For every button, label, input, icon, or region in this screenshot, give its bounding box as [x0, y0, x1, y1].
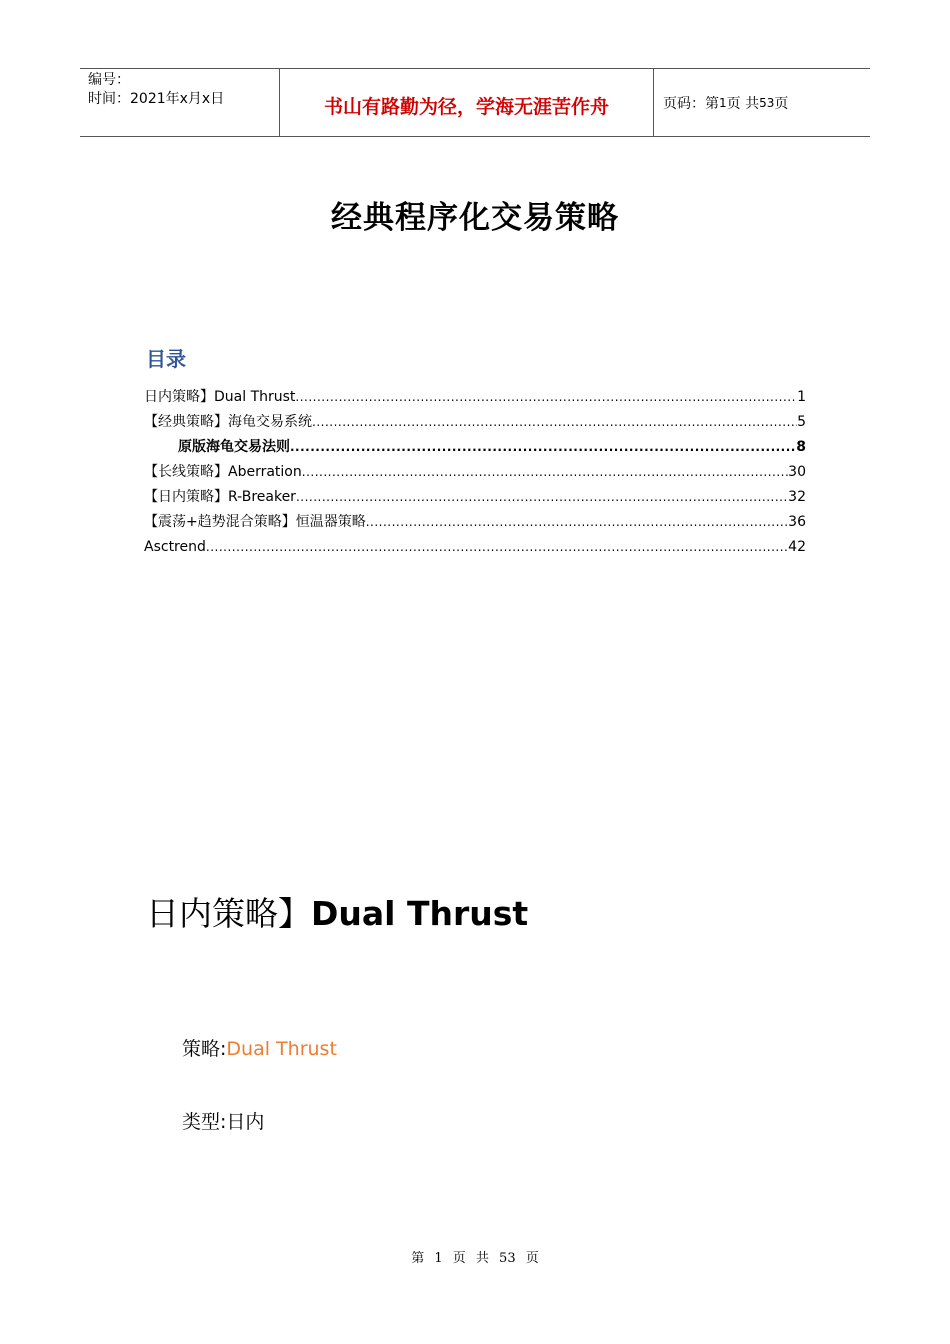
toc-entry-page: 1: [797, 389, 806, 405]
toc-entry-title: 【日内策略】R-Breaker: [144, 489, 296, 505]
toc-leader: [290, 435, 796, 460]
toc-entry-title: 【震荡+趋势混合策略】恒温器策略: [144, 514, 366, 530]
toc-leader: [302, 460, 788, 485]
toc-entry[interactable]: [144, 485, 806, 510]
strategy-value: Dual Thrust: [226, 1038, 337, 1060]
toc-entry-title: 【经典策略】海龟交易系统: [144, 414, 312, 430]
header-meta-cell: [80, 69, 280, 136]
toc-entry[interactable]: [144, 410, 806, 435]
toc-entry-page: 5: [797, 414, 806, 430]
section-heading-cn: 日内策略】: [146, 894, 311, 933]
toc-entry-page: 30: [788, 464, 806, 480]
page-number: 1: [719, 95, 727, 110]
page-header-table: [80, 68, 870, 137]
toc-entry-title: 日内策略】Dual Thrust: [144, 389, 296, 405]
toc-entry[interactable]: [144, 510, 806, 535]
time-label: 时间：2021年x月x日: [88, 91, 225, 107]
toc-entry-page: 42: [788, 539, 806, 555]
type-line: 类型:日内: [182, 1111, 265, 1133]
toc-entry-page: 36: [788, 514, 806, 530]
toc-entry-title: 【长线策略】Aberration: [144, 464, 302, 480]
page-end-label: 页: [774, 95, 789, 112]
page-total: 53: [759, 95, 775, 110]
page-label: 页码：第: [663, 95, 719, 112]
toc-entry[interactable]: [144, 460, 806, 485]
header-page-cell: [654, 69, 870, 136]
toc-leader: [296, 485, 788, 510]
toc-subentry[interactable]: [144, 435, 806, 460]
toc-entry-page: 8: [796, 439, 806, 455]
toc-heading: 目录: [146, 347, 186, 371]
toc-entry-title: Asctrend: [144, 539, 206, 555]
document-title: 经典程序化交易策略: [331, 200, 619, 236]
section-heading: [146, 888, 528, 935]
header-motto: 书山有路勤为径，学海无涯苦作舟: [280, 69, 654, 136]
strategy-line: [182, 1034, 337, 1061]
section-heading-en: Dual Thrust: [311, 894, 529, 933]
toc-leader: [312, 410, 797, 435]
toc-entry[interactable]: [144, 385, 806, 410]
toc-leader: [295, 385, 797, 410]
toc-leader: [366, 510, 788, 535]
toc-leader: [206, 535, 788, 560]
toc-entry[interactable]: [144, 535, 806, 560]
table-of-contents: [144, 385, 806, 560]
toc-entry-page: 32: [788, 489, 806, 505]
toc-entry-title: 原版海龟交易法则: [178, 439, 290, 455]
strategy-label: 策略:: [182, 1038, 227, 1060]
page-footer: 第 1 页 共 53 页: [411, 1251, 539, 1266]
number-label: 编号：: [88, 72, 130, 88]
page-mid-label: 页 共: [726, 95, 760, 112]
